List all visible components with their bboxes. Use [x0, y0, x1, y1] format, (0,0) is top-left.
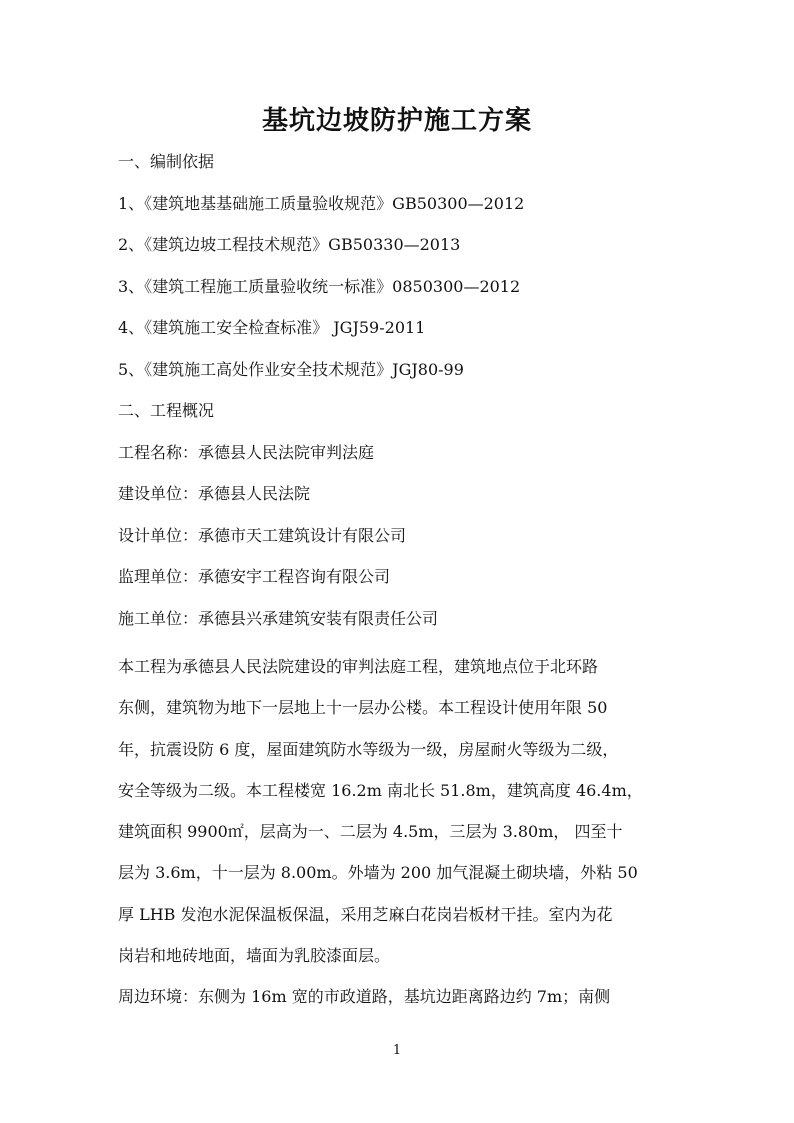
- overview-line: 本工程为承德县人民法院建设的审判法庭工程，建筑地点位于北环路: [118, 657, 599, 676]
- basis-item-1: 1、《建筑地基基础施工质量验收规范》GB50300—2012: [118, 194, 525, 213]
- field-design-unit: 设计单位：承德市天工建筑设计有限公司: [118, 526, 407, 545]
- field-builder-unit: 施工单位：承德县兴承建筑安装有限责任公司: [118, 609, 439, 628]
- section-heading-overview: 二、工程概况: [118, 401, 215, 420]
- field-supervision-unit: 监理单位：承德安宇工程咨询有限公司: [118, 567, 391, 586]
- project-overview-paragraph: [118, 646, 678, 1018]
- field-project-name: 工程名称：承德县人民法院审判法庭: [118, 443, 375, 462]
- overview-line: 年，抗震设防 6 度，屋面建筑防水等级为一级，房屋耐火等级为二级，: [118, 739, 619, 759]
- overview-line: 厚 LHB 发泡水泥保温板保温，采用芝麻白花岗岩板材干挂。室内为花: [118, 904, 613, 924]
- overview-line: 周边环境：东侧为 16m 宽的市政道路，基坑边距离路边约 7m；南侧: [118, 987, 611, 1007]
- page-number: 1: [392, 1043, 402, 1058]
- basis-item-3: 3、《建筑工程施工质量验收统一标准》0850300—2012: [118, 277, 521, 296]
- section-heading-basis: 一、编制依据: [118, 152, 215, 171]
- overview-line: 岗岩和地砖地面，墙面为乳胶漆面层。: [118, 946, 391, 966]
- overview-line: 安全等级为二级。本工程楼宽 16.2m 南北长 51.8m，建筑高度 46.4m，: [118, 780, 643, 800]
- basis-item-4: 4、《建筑施工安全检查标准》 JGJ59-2011: [118, 318, 426, 337]
- overview-line: 建筑面积 9900㎡，层高为一、二层为 4.5m，三层为 3.80m， 四至十: [118, 822, 623, 842]
- overview-line: 层为 3.6m，十一层为 8.00m。外墙为 200 加气混凝土砌块墙，外粘 50: [118, 863, 638, 883]
- field-construction-unit: 建设单位：承德县人民法院: [118, 484, 311, 503]
- basis-item-2: 2、《建筑边坡工程技术规范》GB50330—2013: [118, 235, 461, 254]
- overview-line: 东侧，建筑物为地下一层地上十一层办公楼。本工程设计使用年限 50: [118, 698, 608, 718]
- basis-item-5: 5、《建筑施工高处作业安全技术规范》JGJ80-99: [118, 360, 464, 379]
- document-title: 基坑边坡防护施工方案: [261, 106, 532, 136]
